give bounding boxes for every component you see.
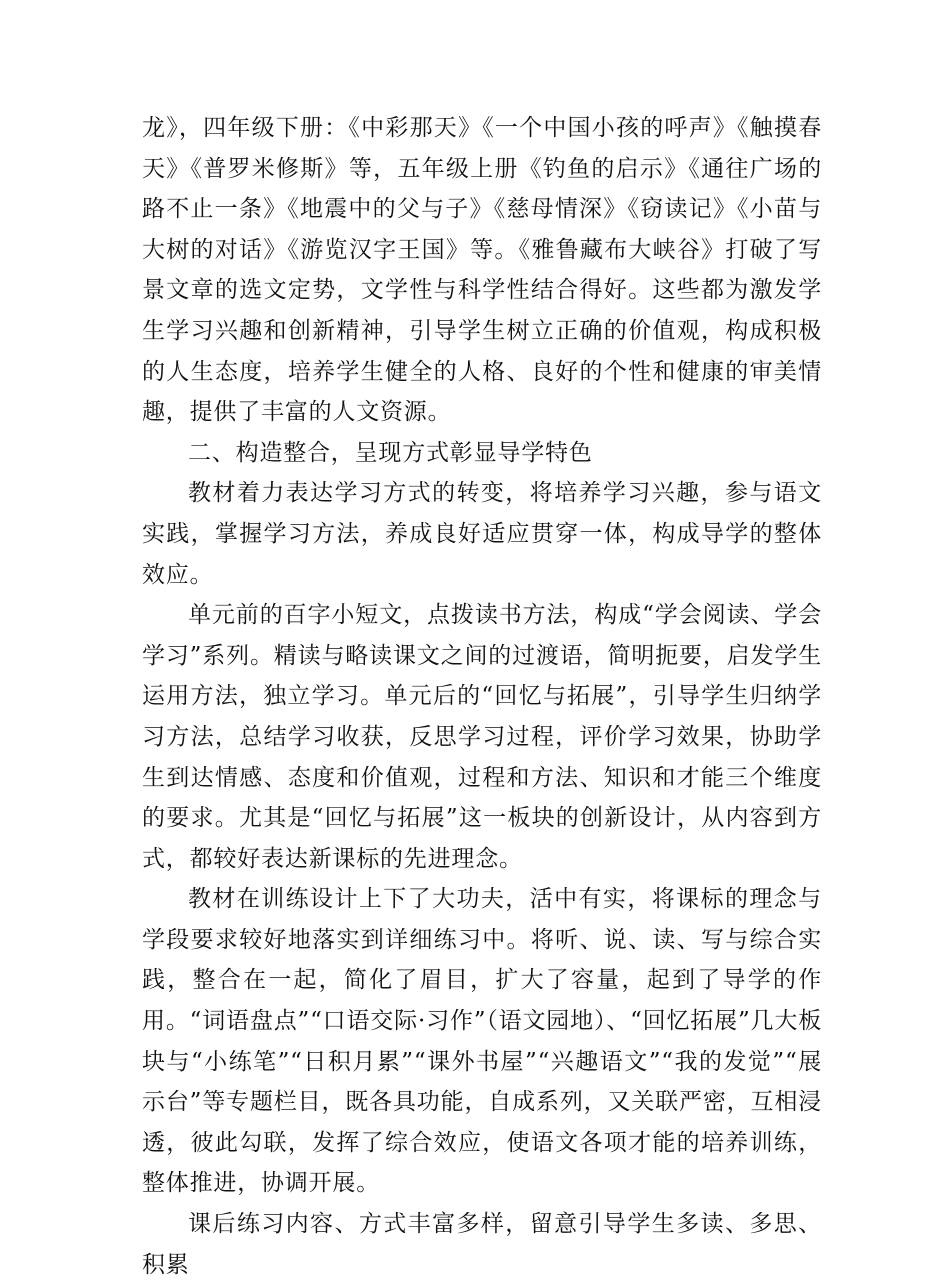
paragraph: 课后练习内容、方式丰富多样，留意引导学生多读、多思、积累 xyxy=(142,1211,822,1278)
paragraph: 教材着力表达学习方式的转变，将培养学习兴趣，参与语文实践，掌握学习方法，养成良好适应贯穿一体，构成导学的整体效应。 xyxy=(142,480,822,588)
document-body xyxy=(142,108,822,1285)
section-heading: 二、构造整合，呈现方式彰显导学特色 xyxy=(188,439,593,466)
paragraph: 单元前的百字小短文，点拨读书方法，构成“学会阅读、学会学习”系列。精读与略读课文之间的过渡语，简明扼要，启发学生运用方法，独立学习。单元后的“回忆与拓展”，引导学生归纳学习方法，总结学习收获，反思学习过程，评价学习效果，协助学生到达情感、态度和价值观，过程和方法、知识和才能三个维度的要求。尤其是“回忆与拓展”这一板块的创新设计，从内容到方式，都较好表达新课标的先进理念。 xyxy=(142,602,822,872)
paragraph-continuation: 龙》，四年级下册：《中彩那天》《一个中国小孩的呼声》《触摸春天》《普罗米修斯》等，五年级上册《钓鱼的启示》《通往广场的路不止一条》《地震中的父与子》《慈母情深》《窃读记》《小苗与大树的对话》《游览汉字王国》等。《雅鲁藏布大峡谷》打破了写景文章的选文定势，文学性与科学性结合得好。这些都为激发学生学习兴趣和创新精神，引导学生树立正确的价值观，构成积极的人生态度，培养学生健全的人格、良好的个性和健康的审美情趣，提供了丰富的人文资源。 xyxy=(142,115,822,426)
paragraph: 教材在训练设计上下了大功夫，活中有实，将课标的理念与学段要求较好地落实到详细练习中。将听、说、读、写与综合实践，整合在一起，简化了眉目，扩大了容量，起到了导学的作用。“词语盘点”“口语交际·习作”（语文园地）、“回忆拓展”几大板块与“小练笔”“日积月累”“课外书屋”“兴趣语文”“我的发觉”“展示台”等专题栏目，既各具功能，自成系列，又关联严密，互相浸透，彼此勾联，发挥了综合效应，使语文各项才能的培养训练，整体推进，协调开展。 xyxy=(142,886,822,1197)
